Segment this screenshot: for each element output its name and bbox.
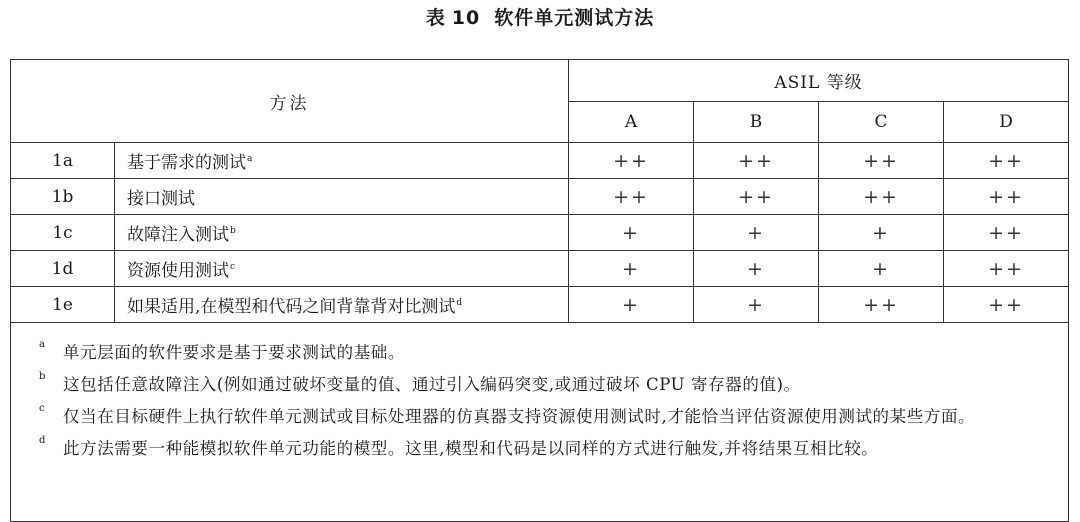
row-method [115,143,569,179]
table-title-text: 软件单元测试方法 [494,7,655,29]
footnote-d [39,433,1048,465]
grade-b: + [694,215,819,251]
grade-b: ++ [694,143,819,179]
footnote-b [39,369,1048,401]
grade-d: ++ [944,287,1069,323]
note-ref: b [230,226,236,237]
row-method [115,215,569,251]
table-row [11,179,1069,215]
grade-c: ++ [819,143,944,179]
grade-a: + [569,215,694,251]
method-text: 故障注入测试 [127,225,229,245]
method-text: 资源使用测试 [127,261,229,281]
row-method [115,251,569,287]
grade-b: + [694,287,819,323]
grade-a: + [569,287,694,323]
grade-c: + [819,251,944,287]
table-title-number: 10 [451,7,481,29]
grade-b: ++ [694,179,819,215]
footnote-mark: d [39,435,47,446]
footnote-text: 单元层面的软件要求是基于要求测试的基础。 [63,343,405,362]
row-id: 1b [11,179,115,215]
footnote-c [39,401,1048,433]
table-row [11,215,1069,251]
row-method [115,179,569,215]
grade-d: ++ [944,251,1069,287]
note-ref: d [456,298,463,309]
asil-header: ASIL 等级 [569,60,1069,102]
grade-d: ++ [944,143,1069,179]
method-text: 如果适用,在模型和代码之间背靠背对比测试 [127,297,456,317]
grade-d: ++ [944,215,1069,251]
method-header: 方法 [11,60,569,143]
grade-d: ++ [944,179,1069,215]
row-method [115,287,569,323]
unit-test-methods-table [10,59,1069,522]
grade-a: ++ [569,179,694,215]
footnote-a [39,337,1048,369]
note-ref: a [247,154,253,165]
row-id: 1a [11,143,115,179]
grade-c: ++ [819,287,944,323]
grade-c: ++ [819,179,944,215]
table-row [11,251,1069,287]
note-ref: c [230,262,236,273]
footnote-mark: b [39,371,47,382]
footnote-mark: a [39,339,46,350]
row-id: 1e [11,287,115,323]
method-text: 基于需求的测试 [127,153,246,173]
asil-level-a: A [569,101,694,143]
footnote-text: 这包括任意故障注入(例如通过破坏变量的值、通过引入编码突变,或通过破坏 CPU 寄存器的值)。 [63,375,801,394]
row-id: 1c [11,215,115,251]
footnote-text: 此方法需要一种能模拟软件单元功能的模型。这里,模型和代码是以同样的方式进行触发,并将结果互相比较。 [63,439,879,458]
grade-a: + [569,251,694,287]
grade-c: + [819,215,944,251]
table-row [11,143,1069,179]
row-id: 1d [11,251,115,287]
method-text: 接口测试 [127,189,195,209]
asil-level-c: C [819,101,944,143]
asil-level-b: B [694,101,819,143]
footnote-text: 仅当在目标硬件上执行软件单元测试或目标处理器的仿真器支持资源使用测试时,才能恰当评估资源使用测试的某些方面。 [63,407,976,426]
table-title-label: 表 [425,7,446,29]
table-title [0,4,1080,32]
grade-b: + [694,251,819,287]
footnote-mark: c [39,403,46,414]
asil-level-d: D [944,101,1069,143]
table-row [11,287,1069,323]
table-notes [11,323,1069,522]
grade-a: ++ [569,143,694,179]
